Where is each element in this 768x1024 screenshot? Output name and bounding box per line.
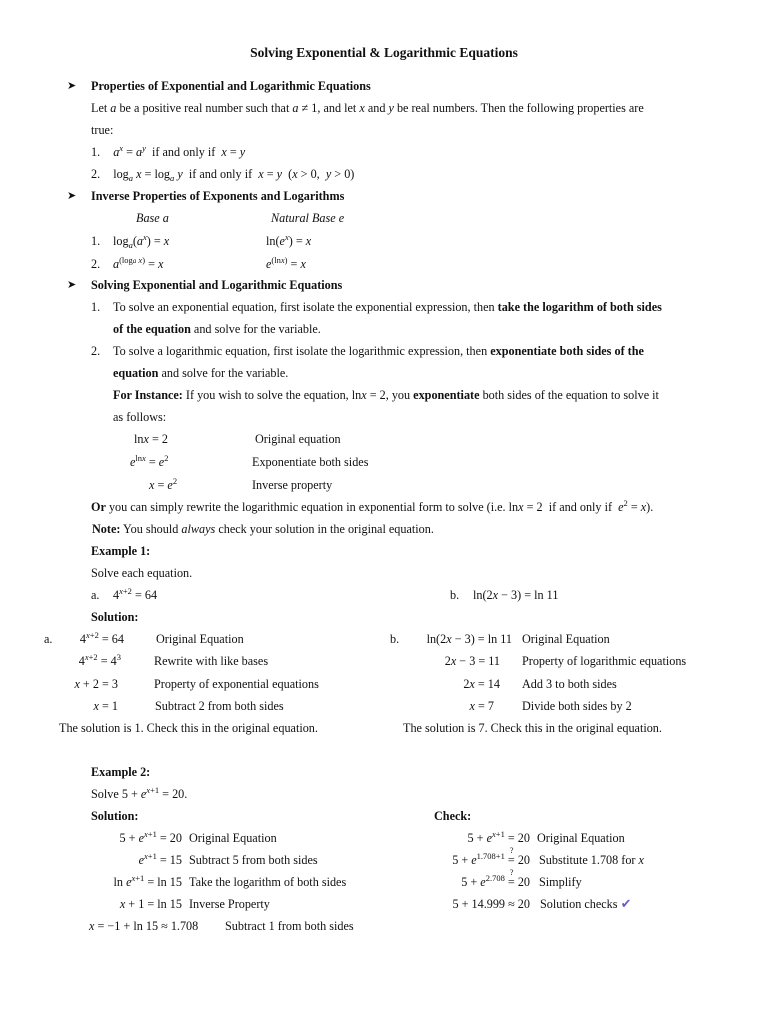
example-2-heading: Example 2: — [91, 765, 151, 779]
example-1-b-equation: ln(2x − 3) = ln 11 — [473, 588, 559, 602]
paragraph-2-line1: To solve a logarithmic equation, first isolate the logarithmic expression, then exponentiate both sides of the — [113, 344, 644, 358]
inverse-1-label: 1. — [91, 234, 101, 248]
part-a-eq-2: $4^{x+2} = 4^3$ — [78, 652, 121, 668]
sol-step-2: Subtract 5 from both sides — [189, 853, 318, 867]
part-b-step-1: Original Equation — [522, 632, 610, 646]
check-eq-1: $5 + e^{x+1} = 20$ — [467, 829, 530, 845]
part-a-eq-4: x = 1 — [93, 699, 118, 713]
for-instance-line1: For Instance: If you wish to solve the equation, lnx = 2, you exponentiate both sides of the equation to solve it — [113, 388, 659, 402]
page-title: Solving Exponential & Logarithmic Equations — [250, 45, 518, 60]
example-2-solution-label: Solution: — [91, 809, 139, 823]
checkmark-icon: ✔ — [620, 896, 632, 911]
or-line: Or you can simply rewrite the logarithmic equation in exponential form to solve (i.e. lnx = 2 if and only if $e^2 = x$). — [91, 498, 654, 514]
column-header-base-a: Base a — [136, 211, 169, 225]
example-2-check-label: Check: — [434, 809, 472, 823]
part-b-step-2: Property of logarithmic equations — [522, 654, 687, 668]
part-b-eq-1: ln(2x − 3) = ln 11 — [426, 632, 512, 646]
arrow-bullet-icon: ➤ — [67, 190, 77, 202]
example-1-a-equation: $4^{x+2} = 64$ — [113, 586, 158, 602]
check-eq-2: $5 + e^{1.708+1}$ = ? 20 — [452, 846, 530, 867]
part-a-eq-3: x + 2 = 3 — [74, 677, 118, 691]
example-1-a-label: a. — [91, 588, 100, 602]
part-a-step-2: Rewrite with like bases — [154, 654, 269, 668]
inverse-2-e: $e^{(lnx)} = x$ — [266, 255, 306, 271]
sol-step-4: Inverse Property — [189, 897, 270, 911]
check-step-2: Substitute 1.708 for x — [539, 853, 644, 867]
part-b-eq-3: 2x = 14 — [463, 677, 500, 691]
check-step-3: Simplify — [539, 875, 582, 889]
part-b-step-3: Add 3 to both sides — [522, 677, 617, 691]
property-1: 1. $a^x = a^y$ if and only if x = y — [91, 143, 246, 159]
part-a-conclusion: The solution is 1. Check this in the original equation. — [59, 721, 318, 735]
paragraph-2-num: 2. — [91, 344, 101, 358]
column-header-natural-base-e: Natural Base e — [271, 211, 345, 225]
instance-step-1: Original equation — [255, 432, 341, 446]
intro-line-2: true: — [91, 123, 114, 137]
example-1-prompt: Solve each equation. — [91, 566, 193, 580]
sol-eq-4: x + 1 = ln 15 — [119, 897, 182, 911]
instance-eq-3: $x = e^2$ — [149, 476, 178, 492]
instance-step-2: Exponentiate both sides — [252, 455, 369, 469]
instance-eq-2: $e^{lnx} = e^2$ — [130, 453, 169, 469]
for-instance-line2: as follows: — [113, 410, 167, 424]
part-a-label: a. — [44, 632, 53, 646]
arrow-bullet-icon: ➤ — [67, 279, 77, 291]
sol-eq-1: $5 + e^{x+1} = 20$ — [119, 829, 182, 845]
check-eq-3: $5 + e^{2.708}$ = ? 20 — [461, 868, 530, 889]
section-heading-properties: Properties of Exponential and Logarithmic Equations — [91, 79, 371, 93]
paragraph-1-line2: of the equation and solve for the variable. — [113, 322, 321, 336]
property-2: 2. $\log_a x = \log_a y$ if and only if x = y (x > 0, y > 0) — [91, 167, 355, 183]
paragraph-1-line1: To solve an exponential equation, first isolate the exponential expression, then take the logarithm of both sides — [113, 300, 662, 314]
sol-eq-2: $e^{x+1} = 15$ — [138, 851, 182, 867]
paragraph-2-line2: equation and solve for the variable. — [113, 366, 289, 380]
inverse-2-label: 2. — [91, 257, 101, 271]
example-1-b-label: b. — [450, 588, 460, 602]
part-a-step-3: Property of exponential equations — [154, 677, 319, 691]
arrow-bullet-icon: ➤ — [67, 80, 77, 92]
note-line: Note: You should always check your solution in the original equation. — [92, 522, 434, 536]
intro-line: Let a be a positive real number such that a ≠ 1, and let x and y be real numbers. Then the following properties are — [91, 101, 644, 115]
part-b-label: b. — [390, 632, 400, 646]
sol-eq-3: $\ln e^{x+1} = \ln 15$ — [113, 873, 182, 889]
part-a-eq-1: $4^{x+2} = 64$ — [79, 630, 124, 646]
part-b-eq-4: x = 7 — [469, 699, 494, 713]
inverse-1-log: $\log_a(a^x) = x$ — [113, 232, 170, 250]
instance-eq-1: lnx = 2 — [134, 432, 168, 446]
example-1-solution-label: Solution: — [91, 610, 139, 624]
section-heading-inverse: Inverse Properties of Exponents and Logarithms — [91, 189, 345, 203]
part-b-conclusion: The solution is 7. Check this in the original equation. — [403, 721, 662, 735]
part-a-step-4: Subtract 2 from both sides — [155, 699, 284, 713]
paragraph-1-num: 1. — [91, 300, 101, 314]
example-2-prompt: Solve $5 + e^{x+1} = 20$. — [91, 785, 188, 801]
sol-step-3: Take the logarithm of both sides — [189, 875, 347, 889]
example-1-heading: Example 1: — [91, 544, 151, 558]
sol-eq-5: x = −1 + ln 15 ≈ 1.708 — [89, 919, 199, 933]
check-step-1: Original Equation — [537, 831, 625, 845]
part-b-eq-2: 2x − 3 = 11 — [444, 654, 500, 668]
part-a-step-1: Original Equation — [156, 632, 244, 646]
part-b-step-4: Divide both sides by 2 — [522, 699, 632, 713]
instance-step-3: Inverse property — [252, 478, 333, 492]
section-heading-solving: Solving Exponential and Logarithmic Equations — [91, 278, 343, 292]
sol-step-5: Subtract 1 from both sides — [225, 919, 354, 933]
check-step-4: Solution checks ✔ — [540, 896, 632, 911]
check-eq-4: 5 + 14.999 ≈ 20 — [452, 897, 530, 911]
inverse-2-exp: $a^{(loga x)} = x$ — [113, 255, 164, 271]
inverse-1-ln: $\ln(e^x) = x$ — [266, 232, 312, 248]
sol-step-1: Original Equation — [189, 831, 277, 845]
